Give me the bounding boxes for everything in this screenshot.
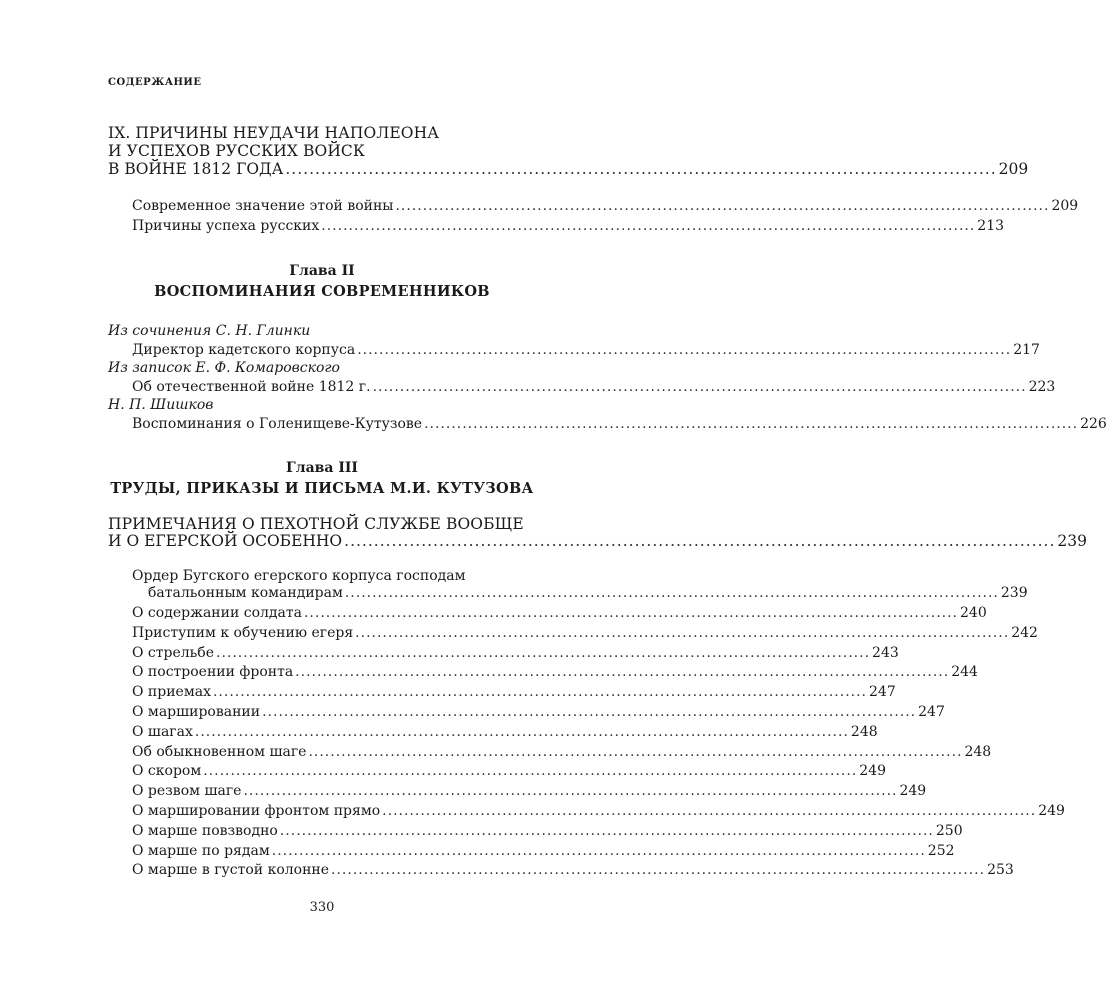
chapter-3-title: ТРУДЫ, ПРИКАЗЫ И ПИСЬМА М.И. КУТУЗОВА: [110, 480, 534, 497]
page-number: 240: [960, 605, 987, 621]
leader-dots: ........................................................................................................................: [331, 862, 986, 879]
page-number: 239: [1057, 532, 1087, 550]
toc-entry[interactable]: [132, 377, 1056, 397]
section-ix-title-line3: В ВОЙНЕ 1812 ГОДА: [108, 160, 284, 178]
running-head: СОДЕРЖАНИЕ: [108, 77, 202, 88]
entry-label: О маршировании: [132, 704, 261, 720]
page-number: 209: [998, 160, 1029, 178]
page-number: 239: [1000, 585, 1028, 601]
page-number: 250: [935, 822, 963, 839]
leader-dots: ........................................................................................................................: [344, 585, 999, 601]
entry-label: О резвом шаге: [132, 783, 242, 800]
page-number: 242: [1011, 624, 1038, 641]
page-number: 243: [872, 644, 899, 661]
section-ix-title-line1: IX. ПРИЧИНЫ НЕУДАЧИ НАПОЛЕОНА: [108, 124, 440, 142]
entry-label: О маршировании фронтом прямо: [132, 803, 381, 819]
page-number: 248: [850, 723, 878, 740]
page-number: 249: [1038, 803, 1065, 819]
toc-entry[interactable]: [132, 340, 1040, 360]
toc-entry[interactable]: [132, 860, 1014, 880]
entry-label: Современное значение этой войны: [132, 198, 394, 214]
leader-dots: ........................................................................................................................: [216, 644, 871, 661]
leader-dots: ........................................................................................................................: [424, 416, 1079, 432]
toc-entry[interactable]: [132, 821, 963, 841]
entry-label: О построении фронта: [132, 664, 294, 681]
leader-dots: ........................................................................................................................: [372, 379, 1027, 395]
entry-label: Об обыкновенном шаге: [132, 743, 307, 760]
toc-entry[interactable]: [132, 781, 927, 801]
toc-entry[interactable]: [132, 761, 886, 781]
toc-entry[interactable]: [132, 662, 978, 682]
toc-entry[interactable]: [132, 414, 1107, 434]
entry-label: Воспоминания о Голенищеве-Кутузове: [132, 416, 423, 432]
toc-entry[interactable]: [132, 216, 1005, 236]
author-line: Из записок Е. Ф. Комаровского: [108, 360, 340, 376]
toc-entry[interactable]: [132, 196, 1079, 216]
author-line: Н. П. Шишков: [108, 397, 214, 413]
entry-label: О приемах: [132, 684, 211, 701]
entry-label: О марше по рядам: [132, 842, 270, 859]
section-ix-entry[interactable]: [108, 159, 1029, 179]
toc-entry[interactable]: [132, 702, 945, 722]
toc-entry[interactable]: [132, 682, 896, 702]
leader-dots: ........................................................................................................................: [355, 624, 1010, 641]
entry-label: О содержании солдата: [132, 605, 302, 621]
leader-dots: ........................................................................................................................: [212, 684, 867, 701]
page-number: 248: [964, 743, 992, 760]
leader-dots: ........................................................................................................................: [243, 783, 898, 800]
chapter-2-label: Глава II: [289, 263, 355, 279]
page-number: 252: [927, 842, 955, 859]
entry-label: Приступим к обучению егеря: [132, 624, 354, 641]
leader-dots: ........................................................................................................................: [285, 160, 997, 178]
leader-dots: ........................................................................................................................: [344, 532, 1056, 550]
leader-dots: ........................................................................................................................: [303, 605, 958, 621]
section-ix-title-line2: И УСПЕХОВ РУССКИХ ВОЙСК: [108, 142, 365, 160]
page-number: 247: [918, 704, 945, 720]
entry-label: батальонным командирам: [148, 585, 343, 601]
page-number: 249: [859, 763, 886, 780]
entry-label: О марше в густой колонне: [132, 862, 330, 879]
toc-entry[interactable]: [132, 742, 992, 762]
chapter-3-section-entry[interactable]: [108, 531, 1087, 551]
leader-dots: ........................................................................................................................: [295, 664, 950, 681]
order-line1: Ордер Бугского егерского корпуса господам: [132, 568, 466, 584]
leader-dots: ........................................................................................................................: [395, 198, 1050, 214]
leader-dots: ........................................................................................................................: [308, 743, 963, 760]
page-number: 217: [1013, 342, 1040, 358]
toc-entry[interactable]: [132, 603, 987, 623]
toc-entry[interactable]: [132, 722, 878, 742]
entry-label: О марше повзводно: [132, 822, 278, 839]
entry-label: Директор кадетского корпуса: [132, 342, 356, 358]
entry-label: Об отечественной войне 1812 г.: [132, 379, 371, 395]
page-number: 226: [1080, 416, 1107, 432]
page-folio: 330: [309, 900, 335, 915]
leader-dots: ........................................................................................................................: [321, 218, 976, 234]
chapter-3-label: Глава III: [286, 460, 358, 476]
toc-entry[interactable]: [132, 801, 1065, 821]
toc-entry[interactable]: [132, 643, 899, 663]
leader-dots: ........................................................................................................................: [279, 822, 934, 839]
entry-label: О скором: [132, 763, 202, 780]
leader-dots: ........................................................................................................................: [262, 704, 917, 720]
entry-label: Причины успеха русских: [132, 218, 320, 234]
chapter-2-title: ВОСПОМИНАНИЯ СОВРЕМЕННИКОВ: [154, 283, 490, 300]
leader-dots: ........................................................................................................................: [357, 342, 1012, 358]
leader-dots: ........................................................................................................................: [194, 723, 849, 740]
leader-dots: ........................................................................................................................: [382, 803, 1037, 819]
toc-entry[interactable]: [148, 583, 1028, 603]
page-number: 223: [1028, 379, 1056, 395]
leader-dots: ........................................................................................................................: [203, 763, 858, 780]
entry-label: О шагах: [132, 723, 193, 740]
chapter-3-section-line2: И О ЕГЕРСКОЙ ОСОБЕННО: [108, 532, 343, 550]
toc-entry[interactable]: [132, 623, 1038, 643]
entry-label: О стрельбе: [132, 644, 214, 661]
page-number: 209: [1051, 198, 1079, 214]
toc-entry[interactable]: [132, 841, 955, 861]
page-number: 247: [869, 684, 896, 701]
page-number: 253: [987, 862, 1014, 879]
leader-dots: ........................................................................................................................: [271, 842, 926, 859]
page-number: 249: [899, 783, 927, 800]
chapter-3-section-line1: ПРИМЕЧАНИЯ О ПЕХОТНОЙ СЛУЖБЕ ВООБЩЕ: [108, 515, 524, 533]
page-number: 213: [977, 218, 1005, 234]
author-line: Из сочинения С. Н. Глинки: [108, 323, 311, 339]
page-number: 244: [951, 664, 978, 681]
